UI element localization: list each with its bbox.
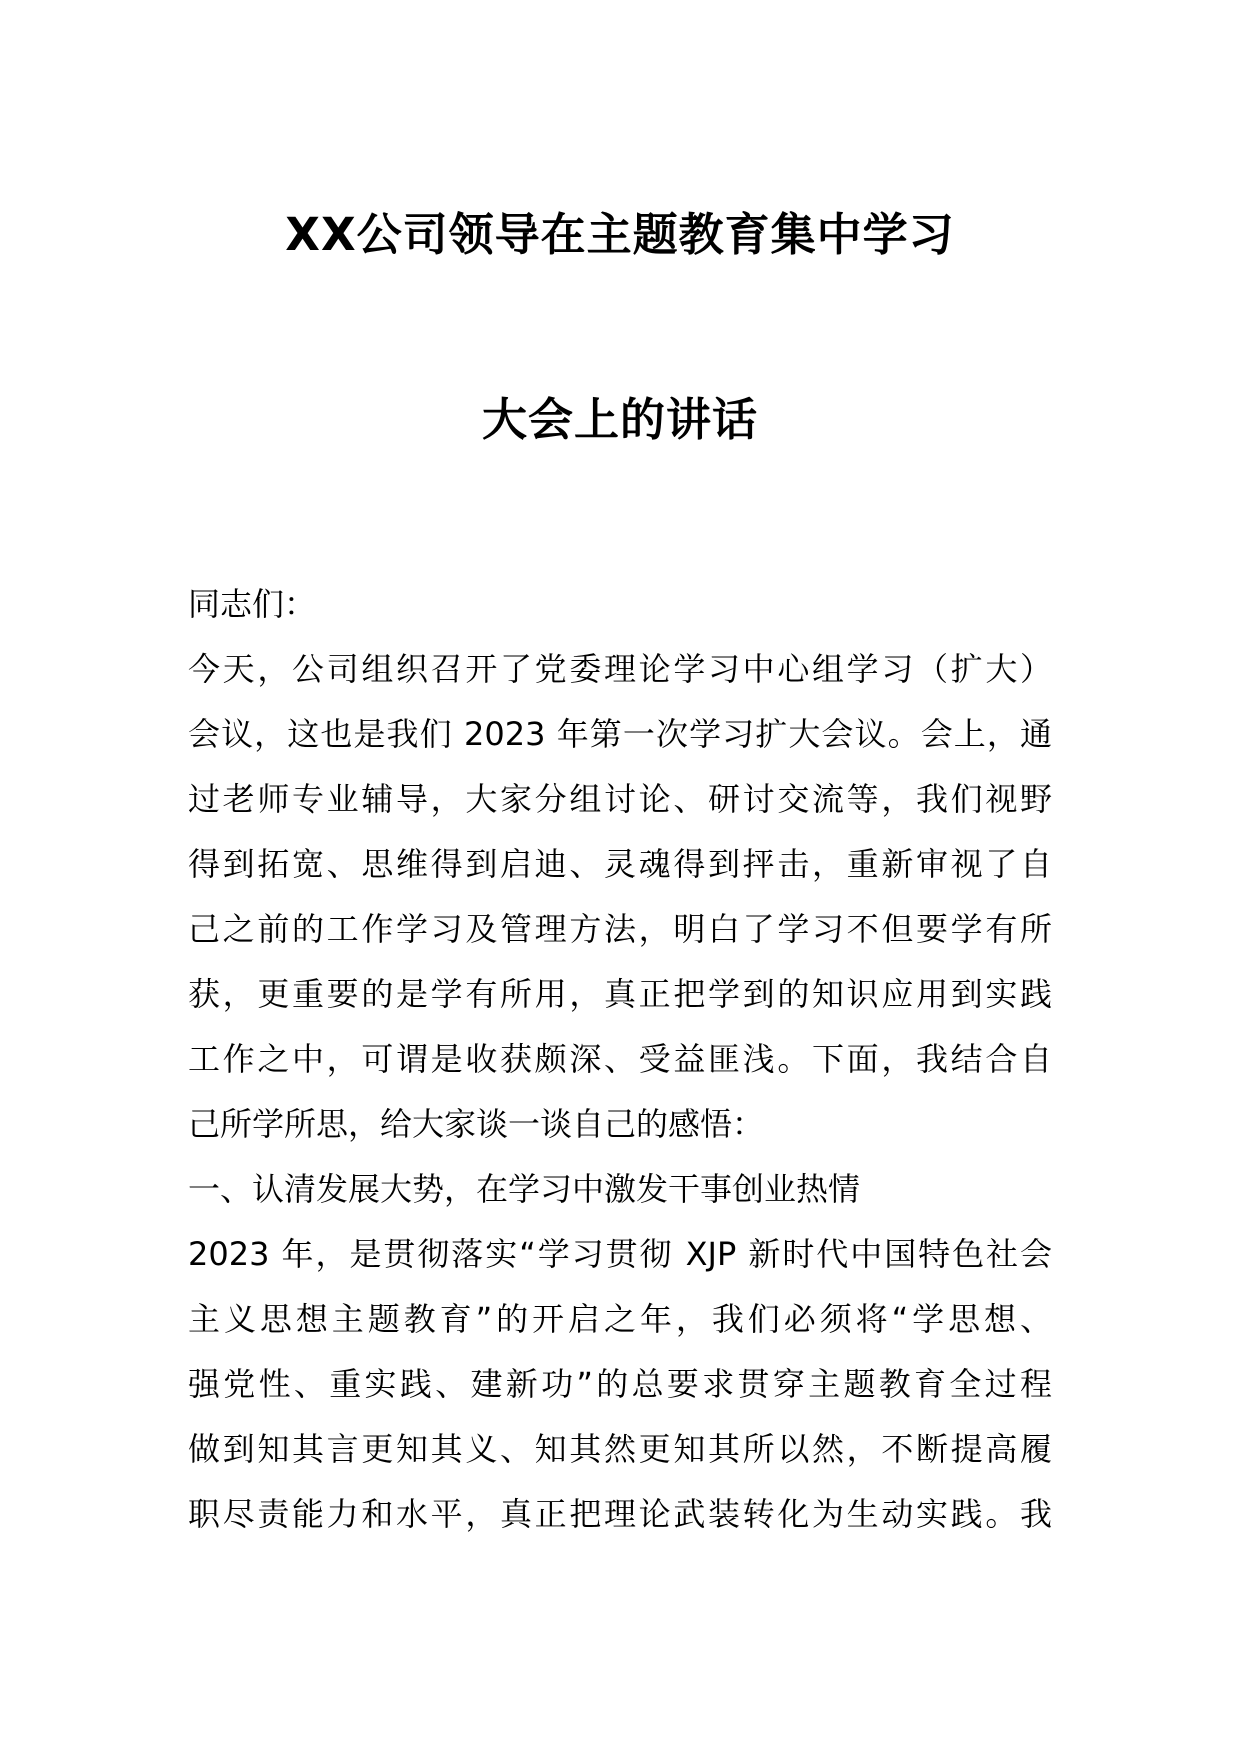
body-line: 得到拓宽、思维得到启迪、灵魂得到抨击，重新审视了自 [188, 845, 1052, 883]
section-heading: 一、认清发展大势，在学习中激发干事创业热情 [188, 1170, 861, 1208]
body-line: 获，更重要的是学有所用，真正把学到的知识应用到实践 [188, 975, 1052, 1013]
body-line: 强党性、重实践、建新功”的总要求贯穿主题教育全过程 [188, 1365, 1052, 1403]
body-line: 主义思想主题教育”的开启之年，我们必须将“学思想、 [188, 1300, 1052, 1338]
document-title-line-2: 大会上的讲话 [481, 393, 758, 446]
body-line: 过老师专业辅导，大家分组讨论、研讨交流等，我们视野 [188, 780, 1052, 818]
salutation: 同志们： [188, 585, 317, 623]
body-line: 会议，这也是我们 2023 年第一次学习扩大会议。会上，通 [188, 715, 1052, 753]
body-line: 2023 年，是贯彻落实“学习贯彻 XJP 新时代中国特色社会 [188, 1235, 1052, 1273]
speech-body [188, 572, 1052, 1547]
body-line: 工作之中，可谓是收获颇深、受益匪浅。下面，我结合自 [188, 1040, 1052, 1078]
body-line: 己之前的工作学习及管理方法，明白了学习不但要学有所 [188, 910, 1052, 948]
body-line: 今天，公司组织召开了党委理论学习中心组学习（扩大） [188, 650, 1052, 688]
body-line: 己所学所思，给大家谈一谈自己的感悟： [188, 1105, 765, 1143]
body-line: 做到知其言更知其义、知其然更知其所以然，不断提高履 [188, 1430, 1052, 1468]
body-line: 职尽责能力和水平，真正把理论武装转化为生动实践。我 [188, 1495, 1052, 1533]
document-title-line-1: XX公司领导在主题教育集中学习 [285, 208, 955, 261]
